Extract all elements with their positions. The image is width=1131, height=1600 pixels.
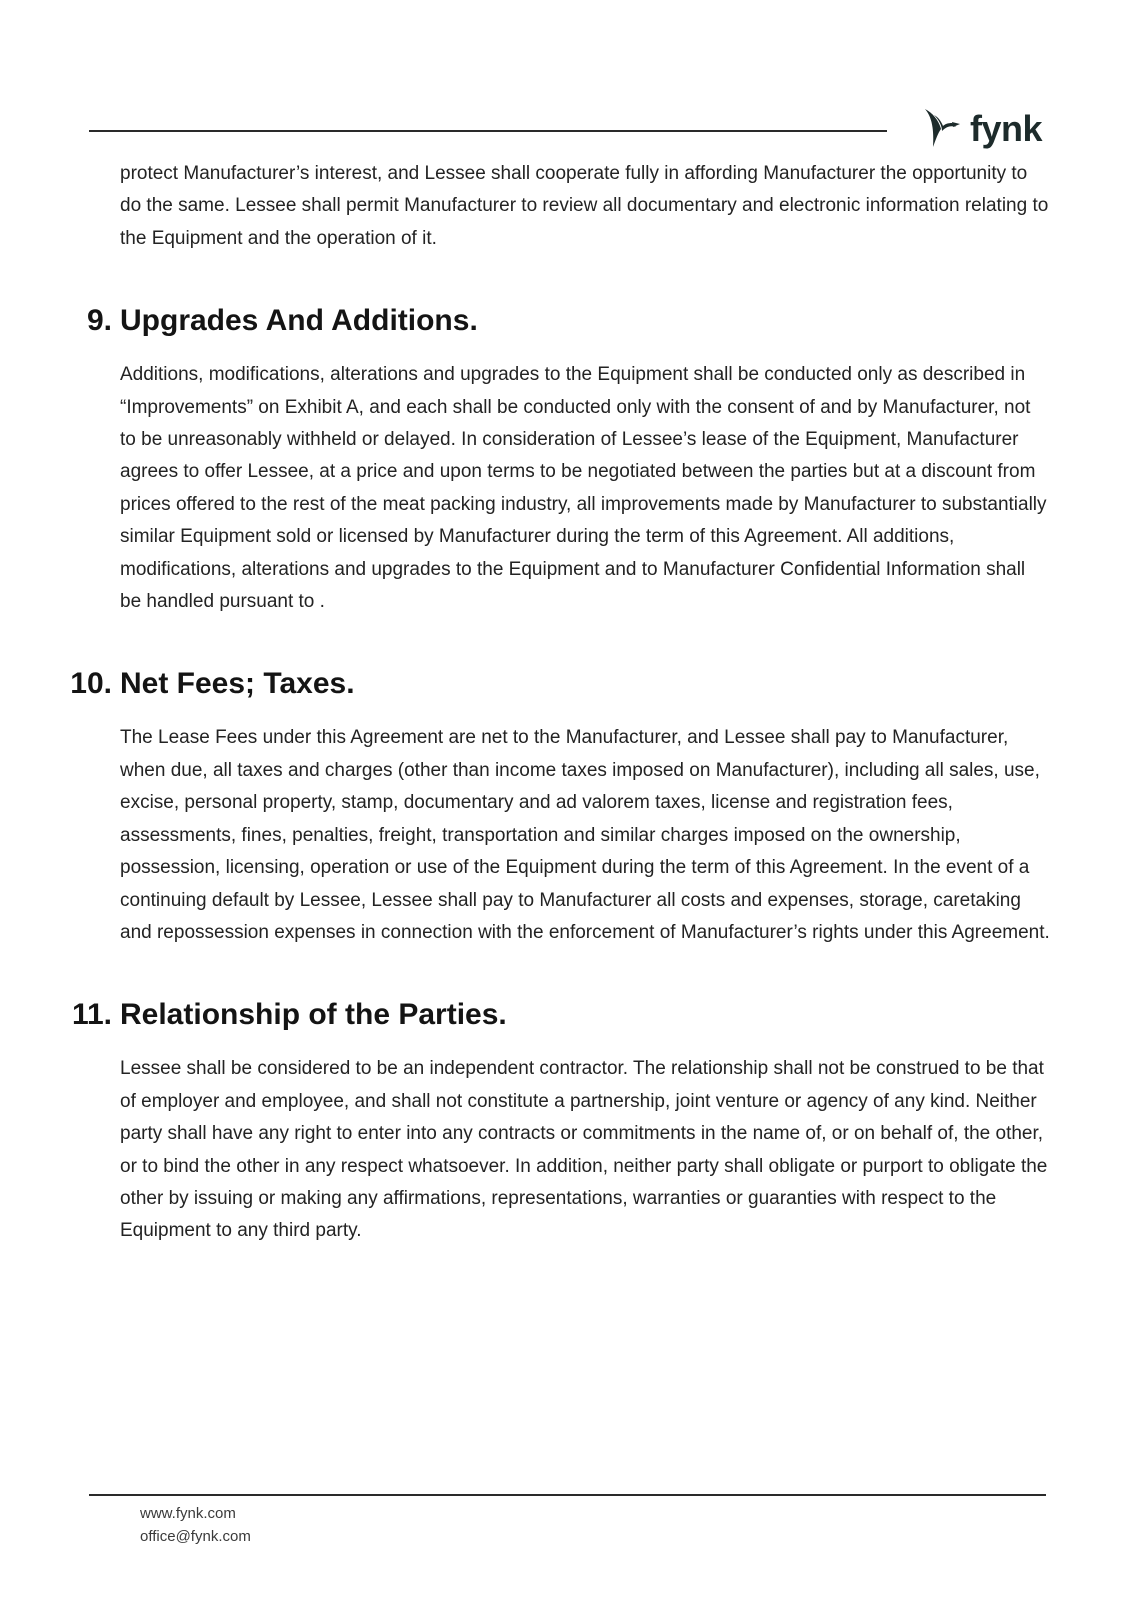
section-paragraph: Additions, modifications, alterations and upgrades to the Equipment shall be conducted only as described in “Improvements” on Exhibit A, and each shall be conducted only with the consent of and by Manufacturer, not to be unreasonably withheld or delayed. In consideration of Lessee’s lease of the Equipment, Manufacturer agrees to offer Lessee, at a price and upon terms to be negotiated between the parties but at a discount from prices offered to the rest of the meat packing industry, all improvements made by Manufacturer to substantially similar Equipment sold or licensed by Manufacturer during the term of this Agreement. All additions, modifications, alterations and upgrades to the Equipment and to Manufacturer Confidential Information shall be handled pursuant to . <box>120 364 1047 613</box>
document-body <box>0 158 1131 1248</box>
section-heading <box>0 664 1131 704</box>
section-number: 10. <box>70 667 112 701</box>
intro-paragraph: protect Manufacturer’s interest, and Lessee shall cooperate fully in affording Manufacturer the opportunity to do the same. Lessee shall permit Manufacturer to review all documentary and electronic information relating to the Equipment and the operation of it. <box>120 163 1049 249</box>
logo-wordmark: fynk <box>970 108 1043 149</box>
footer-divider <box>89 1494 1046 1496</box>
section-title: Relationship of the Parties. <box>120 998 507 1032</box>
footer-website-link[interactable]: www.fynk.com <box>140 1505 236 1522</box>
section-paragraph: The Lease Fees under this Agreement are net to the Manufacturer, and Lessee shall pay to Manufacturer, when due, all taxes and charges (other than income taxes imposed on Manufacturer), including all sales, use, excise, personal property, stamp, documentary and ad valorem taxes, license and registration fees, assessments, fines, penalties, freight, transportation and similar charges imposed on the ownership, possession, licensing, operation or use of the Equipment during the term of this Agreement. In the event of a continuing default by Lessee, Lessee shall pay to Manufacturer all costs and expenses, storage, caretaking and repossession expenses in connection with the enforcement of Manufacturer’s rights under this Agreement. <box>120 727 1050 943</box>
section-paragraph: Lessee shall be considered to be an independent contractor. The relationship shall not be construed to be that of employer and employee, and shall not constitute a partnership, joint venture or agency of any kind. Neither party shall have any right to enter into any contracts or commitments in the name of, or on behalf of, the other, or to bind the other in any respect whatsoever. In addition, neither party shall obligate or purport to obligate the other by issuing or making any affirmations, representations, warranties or guaranties with respect to the Equipment to any third party. <box>120 1058 1048 1242</box>
fynk-logo <box>922 104 1042 154</box>
section-title: Upgrades And Additions. <box>120 304 478 338</box>
section-number: 11. <box>71 998 112 1032</box>
section-number: 9. <box>86 304 112 338</box>
bird-icon <box>922 107 962 151</box>
section-title: Net Fees; Taxes. <box>120 667 355 701</box>
section-heading <box>0 301 1131 341</box>
footer <box>140 1502 251 1548</box>
footer-email-link[interactable]: office@fynk.com <box>140 1528 251 1545</box>
header-divider <box>89 130 887 132</box>
section-heading <box>0 995 1131 1035</box>
